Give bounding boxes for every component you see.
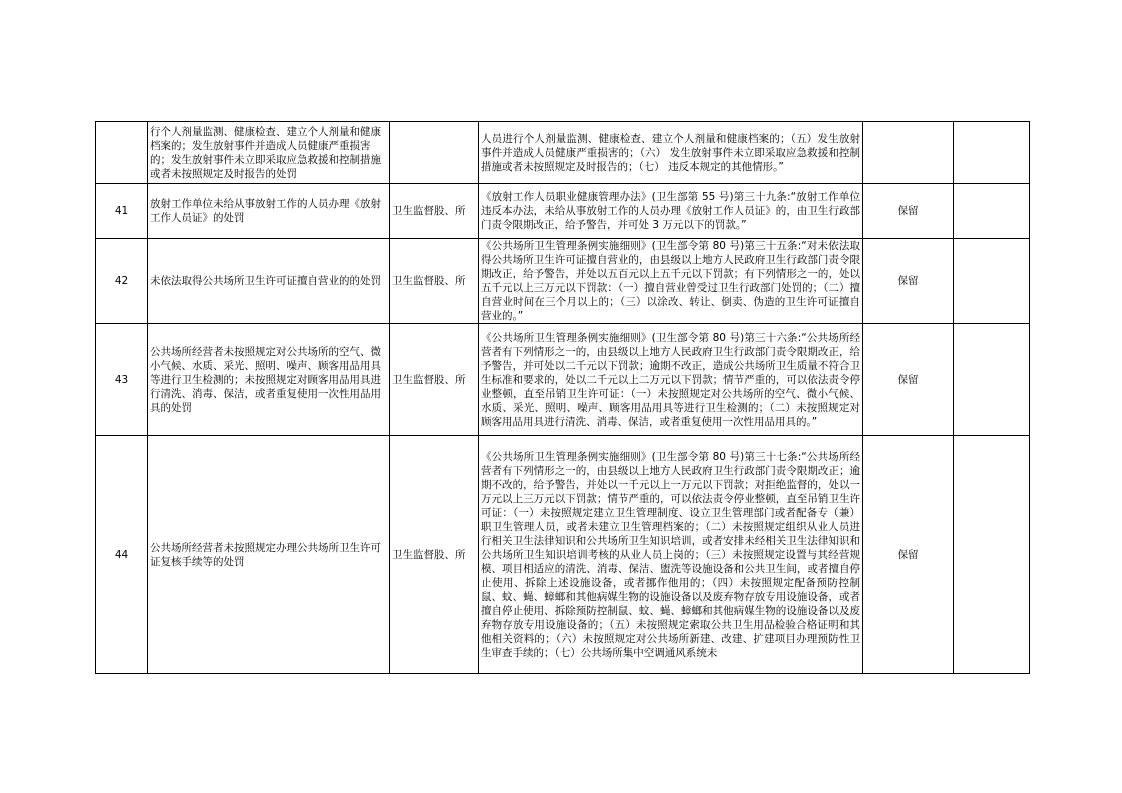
row-number	[96, 122, 148, 184]
table-row	[96, 122, 1030, 184]
legal-basis: 人员进行个人剂量监测、健康检查、建立个人剂量和健康档案的；（五）发生放射事件并造成人员健康严重损害的；（六） 发生放射事件未立即采取应急救援和控制措施或者未按照规定及时报告的；（七） 违反本规定的其他情形。”	[479, 122, 863, 184]
legal-basis: 《放射工作人员职业健康管理办法》(卫生部第 55 号)第三十九条:“放射工作单位违反本办法，未给从事放射工作的人员办理《放射工作人员证》的，由卫生行政部门责令限期改正，给予警告，并可处 3 万元以下的罚款。”	[479, 184, 863, 239]
legal-basis: 《公共场所卫生管理条例实施细则》(卫生部令第 80 号)第三十五条:“对未依法取得公共场所卫生许可证擅自营业的，由县级以上地方人民政府卫生行政部门责令限期改正，给予警告，并处以五百元以上五千元以下罚款；有下列情形之一的，处以五千元以上三万元以下罚款：（一）擅自营业曾受过卫生行政部门处罚的；（二）擅自营业时间在三个月以上的；（三）以涂改、转让、倒卖、伪造的卫生许可证擅自营业的。”	[479, 239, 863, 324]
remarks	[954, 436, 1030, 674]
remarks	[954, 239, 1030, 324]
status: 保留	[863, 324, 954, 436]
item-name: 公共场所经营者未按照规定办理公共场所卫生许可证复核手续等的处罚	[148, 436, 390, 674]
department: 卫生监督股、所	[390, 324, 479, 436]
row-number: 42	[96, 239, 148, 324]
status: 保留	[863, 184, 954, 239]
item-name: 公共场所经营者未按照规定对公共场所的空气、微小气候、水质、采光、照明、噪声、顾客用品用具等进行卫生检测的；未按照规定对顾客用品用具进行清洗、消毒、保洁，或者重复使用一次性用品用具的处罚	[148, 324, 390, 436]
department	[390, 122, 479, 184]
remarks	[954, 122, 1030, 184]
item-name: 放射工作单位未给从事放射工作的人员办理《放射工作人员证》的处罚	[148, 184, 390, 239]
table-row	[96, 324, 1030, 436]
row-number: 44	[96, 436, 148, 674]
department: 卫生监督股、所	[390, 184, 479, 239]
remarks	[954, 324, 1030, 436]
department: 卫生监督股、所	[390, 436, 479, 674]
table-row	[96, 184, 1030, 239]
remarks	[954, 184, 1030, 239]
row-number: 41	[96, 184, 148, 239]
row-number: 43	[96, 324, 148, 436]
table-row	[96, 436, 1030, 674]
item-name: 未依法取得公共场所卫生许可证擅自营业的的处罚	[148, 239, 390, 324]
legal-basis: 《公共场所卫生管理条例实施细则》(卫生部令第 80 号)第三十六条:“公共场所经营者有下列情形之一的，由县级以上地方人民政府卫生行政部门责令限期改正，给予警告，并可处以二千元以下罚款；逾期不改正，造成公共场所卫生质量不符合卫生标准和要求的，处以二千元以上二万元以下罚款；情节严重的，可以依法责令停业整顿，直至吊销卫生许可证：（一）未按照规定对公共场所的空气、微小气候、水质、采光、照明、噪声、顾客用品用具等进行卫生检测的；（二）未按照规定对顾客用品用具进行清洗、消毒、保洁，或者重复使用一次性用品用具的。”	[479, 324, 863, 436]
status: 保留	[863, 436, 954, 674]
item-name: 行个人剂量监测、健康检查、建立个人剂量和健康档案的；发生放射事件并造成人员健康严重损害的；发生放射事件未立即采取应急救援和控制措施或者未按照规定及时报告的处罚	[148, 122, 390, 184]
status	[863, 122, 954, 184]
department: 卫生监督股、所	[390, 239, 479, 324]
penalty-items-table	[95, 121, 1030, 674]
status: 保留	[863, 239, 954, 324]
legal-basis: 《公共场所卫生管理条例实施细则》(卫生部令第 80 号)第三十七条:“公共场所经营者有下列情形之一的，由县级以上地方人民政府卫生行政部门责令限期改正；逾期不改的，给予警告，并处以一千元以上一万元以下罚款；对拒绝监督的，处以一万元以上三万元以下罚款；情节严重的，可以依法责令停业整顿，直至吊销卫生许可证：（一）未按照规定建立卫生管理制度、设立卫生管理部门或者配备专（兼）职卫生管理人员，或者未建立卫生管理档案的；（二）未按照规定组织从业人员进行相关卫生法律知识和公共场所卫生知识培训，或者安排未经相关卫生法律知识和公共场所卫生知识培训考核的从业人员上岗的；（三）未按照规定设置与其经营规模、项目相适应的清洗、消毒、保洁、盥洗等设施设备和公共卫生间，或者擅自停止使用、拆除上述设施设备，或者挪作他用的；（四）未按照规定配备预防控制鼠、蚊、蝇、蟑螂和其他病媒生物的设施设备以及废弃物存放专用设施设备，或者擅自停止使用、拆除预防控制鼠、蚊、蝇、蟑螂和其他病媒生物的设施设备以及废弃物存放专用设施设备的；（五）未按照规定索取公共卫生用品检验合格证明和其他相关资料的；（六）未按照规定对公共场所新建、改建、扩建项目办理预防性卫生审查手续的；（七）公共场所集中空调通风系统未	[479, 436, 863, 674]
table-row	[96, 239, 1030, 324]
